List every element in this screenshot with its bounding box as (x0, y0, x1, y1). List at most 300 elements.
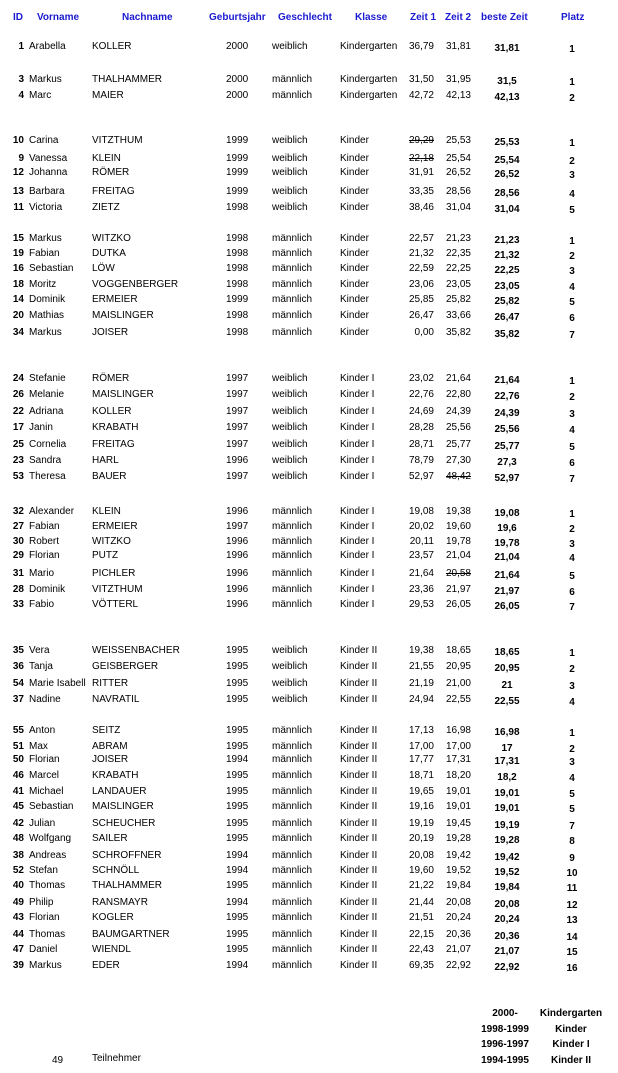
row-zeit1: 21,64 (408, 568, 434, 579)
row-platz: 10 (566, 868, 578, 879)
row-vorname: Max (29, 741, 48, 752)
row-id: 13 (12, 186, 24, 197)
row-id: 23 (12, 455, 24, 466)
row-id: 16 (12, 263, 24, 274)
row-beste-zeit: 31,5 (497, 76, 517, 87)
row-klasse: Kinder II (340, 801, 378, 812)
row-zeit2: 22,35 (445, 248, 471, 259)
row-platz: 5 (569, 297, 575, 308)
row-geburtsjahr: 1999 (226, 167, 249, 178)
row-id: 14 (12, 294, 24, 305)
row-platz: 4 (569, 553, 575, 564)
row-geburtsjahr: 1995 (226, 944, 249, 955)
row-id: 11 (13, 202, 24, 213)
table-row (0, 896, 618, 910)
row-vorname: Wolfgang (29, 833, 72, 844)
row-vorname: Fabian (29, 521, 60, 532)
row-zeit2: 25,54 (445, 153, 471, 164)
row-zeit2: 28,56 (445, 186, 471, 197)
row-id: 30 (12, 536, 24, 547)
row-beste-zeit: 22,92 (494, 962, 520, 973)
header-nachname: Nachname (122, 12, 173, 23)
row-platz: 1 (569, 376, 575, 387)
row-nachname: MAIER (92, 90, 124, 101)
row-beste-zeit: 19,01 (494, 788, 520, 799)
row-platz: 7 (569, 330, 575, 341)
row-geburtsjahr: 1995 (226, 833, 249, 844)
row-platz: 3 (569, 539, 575, 550)
row-geburtsjahr: 1995 (226, 786, 249, 797)
row-id: 20 (12, 310, 24, 321)
row-geburtsjahr: 1997 (226, 439, 249, 450)
row-beste-zeit: 19,28 (494, 835, 520, 846)
table-row (0, 817, 618, 831)
row-id: 17 (12, 422, 24, 433)
row-zeit2: 23,05 (445, 279, 471, 290)
header-zeit2: Zeit 2 (445, 12, 472, 23)
row-geschlecht: männlich (272, 741, 313, 752)
row-geburtsjahr: 1999 (226, 135, 249, 146)
row-geburtsjahr: 1998 (226, 279, 249, 290)
row-zeit2: 18,65 (445, 645, 471, 656)
table-row (0, 73, 618, 87)
row-klasse: Kinder (340, 263, 369, 274)
row-beste-zeit: 31,04 (494, 204, 520, 215)
row-nachname: WEISSENBACHER (92, 645, 180, 656)
row-geburtsjahr: 2000 (226, 74, 249, 85)
row-beste-zeit: 21,04 (494, 552, 520, 563)
row-geschlecht: männlich (272, 279, 313, 290)
row-klasse: Kinder (340, 153, 369, 164)
row-nachname: MAISLINGER (92, 389, 154, 400)
row-vorname: Dominik (29, 294, 66, 305)
row-geburtsjahr: 1998 (226, 327, 249, 338)
row-id: 36 (12, 661, 24, 672)
row-klasse: Kinder (340, 327, 369, 338)
row-zeit1: 78,79 (408, 455, 434, 466)
table-row (0, 505, 618, 519)
row-geschlecht: weiblich (272, 422, 308, 433)
row-beste-zeit: 21,23 (494, 235, 520, 246)
row-nachname: ERMEIER (92, 521, 138, 532)
row-zeit1: 21,32 (408, 248, 434, 259)
table-row (0, 724, 618, 738)
row-nachname: WITZKO (92, 536, 131, 547)
row-vorname: Tanja (29, 661, 53, 672)
row-klasse: Kinder I (340, 373, 375, 384)
row-beste-zeit: 42,13 (494, 92, 520, 103)
row-geburtsjahr: 1997 (226, 521, 249, 532)
row-nachname: FREITAG (92, 439, 135, 450)
row-vorname: Florian (29, 754, 60, 765)
row-geburtsjahr: 1994 (226, 850, 249, 861)
row-zeit1: 42,72 (408, 90, 434, 101)
row-klasse: Kinder I (340, 455, 375, 466)
row-id: 12 (12, 167, 24, 178)
row-klasse: Kinder II (340, 725, 378, 736)
row-platz: 11 (566, 883, 578, 894)
row-zeit1: 21,22 (408, 880, 434, 891)
table-row (0, 800, 618, 814)
table-row (0, 40, 618, 54)
row-nachname: VOGGENBERGER (92, 279, 179, 290)
row-vorname: Marie Isabell (29, 678, 86, 689)
row-platz: 6 (569, 587, 575, 598)
row-klasse: Kinder II (340, 865, 378, 876)
row-zeit2: 20,08 (445, 897, 471, 908)
row-vorname: Carina (29, 135, 59, 146)
row-zeit2: 19,60 (445, 521, 471, 532)
row-klasse: Kinder II (340, 929, 378, 940)
row-geschlecht: männlich (272, 944, 313, 955)
table-row (0, 309, 618, 323)
row-zeit2: 21,23 (445, 233, 471, 244)
row-vorname: Barbara (29, 186, 65, 197)
row-beste-zeit: 31,81 (494, 43, 520, 54)
table-row (0, 753, 618, 767)
row-geschlecht: männlich (272, 90, 313, 101)
row-vorname: Sebastian (29, 263, 74, 274)
row-vorname: Nadine (29, 694, 61, 705)
row-zeit1: 28,28 (408, 422, 434, 433)
row-klasse: Kinder II (340, 818, 378, 829)
table-row (0, 644, 618, 658)
row-id: 32 (12, 506, 24, 517)
row-zeit2: 19,01 (445, 801, 471, 812)
row-platz: 1 (569, 509, 575, 520)
row-beste-zeit: 21,64 (494, 570, 520, 581)
row-geburtsjahr: 1999 (226, 153, 249, 164)
row-id: 44 (12, 929, 24, 940)
row-nachname: GEISBERGER (92, 661, 159, 672)
row-vorname: Theresa (29, 471, 66, 482)
row-klasse: Kinder II (340, 944, 378, 955)
row-zeit2: 31,95 (445, 74, 471, 85)
row-geschlecht: weiblich (272, 694, 308, 705)
row-beste-zeit: 28,56 (494, 188, 520, 199)
row-platz: 4 (569, 189, 575, 200)
row-nachname: ZIETZ (92, 202, 120, 213)
row-zeit1: 28,71 (408, 439, 434, 450)
row-id: 3 (18, 74, 24, 85)
row-nachname: JOISER (92, 327, 129, 338)
table-row (0, 583, 618, 597)
header-id: ID (13, 12, 23, 23)
table-row (0, 677, 618, 691)
row-platz: 2 (569, 93, 575, 104)
row-geburtsjahr: 1995 (226, 801, 249, 812)
row-vorname: Markus (29, 233, 62, 244)
row-id: 34 (12, 327, 24, 338)
row-geburtsjahr: 1998 (226, 233, 249, 244)
row-id: 42 (12, 818, 24, 829)
row-vorname: Cornelia (29, 439, 67, 450)
table-row (0, 849, 618, 863)
row-klasse: Kindergarten (340, 90, 398, 101)
row-zeit2: 33,66 (445, 310, 471, 321)
row-id: 41 (12, 786, 24, 797)
row-id: 25 (12, 439, 24, 450)
row-id: 4 (18, 90, 24, 101)
row-platz: 8 (569, 836, 575, 847)
row-id: 52 (12, 865, 24, 876)
row-klasse: Kinder I (340, 422, 375, 433)
row-geschlecht: männlich (272, 801, 313, 812)
row-beste-zeit: 21 (501, 680, 513, 691)
row-geschlecht: männlich (272, 960, 313, 971)
row-nachname: ERMEIER (92, 294, 138, 305)
row-beste-zeit: 19,52 (494, 867, 520, 878)
row-geschlecht: männlich (272, 233, 313, 244)
row-zeit1: 26,47 (408, 310, 434, 321)
row-beste-zeit: 18,2 (497, 772, 517, 783)
row-vorname: Arabella (29, 41, 66, 52)
row-nachname: VITZTHUM (92, 135, 143, 146)
row-id: 28 (12, 584, 24, 595)
row-zeit2: 25,77 (445, 439, 471, 450)
row-geschlecht: männlich (272, 786, 313, 797)
table-row (0, 928, 618, 942)
row-vorname: Melanie (29, 389, 65, 400)
row-geburtsjahr: 1994 (226, 865, 249, 876)
row-platz: 5 (569, 571, 575, 582)
row-geschlecht: männlich (272, 818, 313, 829)
row-id: 22 (12, 406, 24, 417)
row-zeit2: 26,05 (445, 599, 471, 610)
row-zeit2: 19,42 (445, 850, 471, 861)
row-geburtsjahr: 1995 (226, 678, 249, 689)
row-nachname: PICHLER (92, 568, 136, 579)
legend-class: Kinder (555, 1024, 587, 1035)
row-vorname: Anton (29, 725, 56, 736)
row-klasse: Kinder (340, 167, 369, 178)
participant-count: 49 (52, 1055, 64, 1066)
row-klasse: Kinder I (340, 506, 375, 517)
row-vorname: Mathias (29, 310, 65, 321)
row-id: 39 (12, 960, 24, 971)
row-id: 53 (12, 471, 24, 482)
row-geburtsjahr: 1995 (226, 741, 249, 752)
row-vorname: Vera (29, 645, 50, 656)
row-vorname: Janin (29, 422, 53, 433)
row-beste-zeit: 21,64 (494, 375, 520, 386)
legend-years: 1994-1995 (481, 1055, 529, 1066)
row-geschlecht: männlich (272, 263, 313, 274)
row-geburtsjahr: 1996 (226, 584, 249, 595)
table-row (0, 549, 618, 563)
row-platz: 5 (569, 789, 575, 800)
row-zeit1: 17,00 (408, 741, 434, 752)
row-geschlecht: männlich (272, 310, 313, 321)
row-vorname: Victoria (29, 202, 63, 213)
row-zeit1: 25,85 (408, 294, 434, 305)
row-zeit2: 21,07 (445, 944, 471, 955)
row-geschlecht: männlich (272, 880, 313, 891)
row-geschlecht: männlich (272, 584, 313, 595)
row-zeit1: 24,94 (408, 694, 434, 705)
row-zeit1: 38,46 (408, 202, 434, 213)
row-zeit2: 19,01 (445, 786, 471, 797)
row-id: 40 (12, 880, 24, 891)
table-row (0, 535, 618, 549)
table-row (0, 421, 618, 435)
row-platz: 1 (569, 648, 575, 659)
row-vorname: Johanna (29, 167, 68, 178)
row-id: 9 (18, 153, 24, 164)
row-vorname: Julian (29, 818, 56, 829)
row-id: 49 (12, 897, 24, 908)
row-nachname: RANSMAYR (92, 897, 148, 908)
row-geschlecht: männlich (272, 770, 313, 781)
row-nachname: KLEIN (92, 153, 121, 164)
row-geschlecht: männlich (272, 833, 313, 844)
row-beste-zeit: 20,36 (494, 931, 520, 942)
row-klasse: Kinder II (340, 678, 378, 689)
row-zeit1: 22,15 (408, 929, 434, 940)
row-zeit1: 23,06 (408, 279, 434, 290)
row-beste-zeit: 19,84 (494, 882, 520, 893)
row-beste-zeit: 25,77 (494, 441, 520, 452)
row-vorname: Sebastian (29, 801, 74, 812)
row-beste-zeit: 21,07 (494, 946, 520, 957)
table-row (0, 166, 618, 180)
row-beste-zeit: 35,82 (494, 329, 520, 340)
row-geburtsjahr: 1998 (226, 202, 249, 213)
row-geschlecht: weiblich (272, 167, 308, 178)
row-beste-zeit: 26,47 (494, 312, 520, 323)
row-nachname: BAUMGARTNER (92, 929, 170, 940)
row-platz: 4 (569, 697, 575, 708)
row-klasse: Kinder (340, 202, 369, 213)
row-zeit1: 29,29 (408, 135, 434, 146)
table-row (0, 405, 618, 419)
row-platz: 1 (569, 138, 575, 149)
row-id: 27 (12, 521, 24, 532)
row-vorname: Marcel (29, 770, 60, 781)
row-geschlecht: weiblich (272, 455, 308, 466)
header-beste-zeit: beste Zeit (481, 12, 528, 23)
row-vorname: Florian (29, 550, 60, 561)
row-zeit1: 20,02 (408, 521, 434, 532)
row-nachname: NAVRATIL (92, 694, 140, 705)
row-zeit2: 21,97 (445, 584, 471, 595)
row-platz: 2 (569, 392, 575, 403)
row-vorname: Stefanie (29, 373, 66, 384)
row-beste-zeit: 22,76 (494, 391, 520, 402)
row-vorname: Markus (29, 327, 62, 338)
legend-years: 1998-1999 (481, 1024, 529, 1035)
row-zeit2: 22,92 (445, 960, 471, 971)
row-id: 50 (12, 754, 24, 765)
table-row (0, 89, 618, 103)
row-vorname: Alexander (29, 506, 75, 517)
row-id: 48 (12, 833, 24, 844)
row-zeit1: 21,51 (408, 912, 434, 923)
row-geschlecht: männlich (272, 754, 313, 765)
row-vorname: Markus (29, 74, 62, 85)
row-geschlecht: männlich (272, 506, 313, 517)
row-id: 15 (12, 233, 24, 244)
row-geschlecht: weiblich (272, 186, 308, 197)
row-geburtsjahr: 1996 (226, 536, 249, 547)
row-nachname: SCHEUCHER (92, 818, 156, 829)
row-klasse: Kinder (340, 248, 369, 259)
row-id: 55 (12, 725, 24, 736)
row-vorname: Moritz (29, 279, 57, 290)
row-geschlecht: männlich (272, 550, 313, 561)
row-beste-zeit: 25,53 (494, 137, 520, 148)
row-beste-zeit: 27,3 (497, 457, 517, 468)
row-nachname: JOISER (92, 754, 129, 765)
row-platz: 6 (569, 313, 575, 324)
table-row (0, 232, 618, 246)
row-nachname: HARL (92, 455, 119, 466)
row-vorname: Michael (29, 786, 64, 797)
row-beste-zeit: 20,24 (494, 914, 520, 925)
row-zeit1: 22,43 (408, 944, 434, 955)
row-zeit1: 23,36 (408, 584, 434, 595)
row-vorname: Thomas (29, 929, 66, 940)
table-row (0, 293, 618, 307)
row-nachname: WIENDL (92, 944, 131, 955)
row-platz: 5 (569, 804, 575, 815)
row-nachname: RÖMER (92, 373, 130, 384)
row-vorname: Robert (29, 536, 60, 547)
row-platz: 7 (569, 821, 575, 832)
row-vorname: Fabio (29, 599, 55, 610)
row-zeit1: 17,77 (408, 754, 434, 765)
row-geburtsjahr: 1995 (226, 818, 249, 829)
row-zeit2: 48,42 (445, 471, 471, 482)
row-beste-zeit: 19,42 (494, 852, 520, 863)
row-geschlecht: männlich (272, 248, 313, 259)
table-row (0, 864, 618, 878)
row-zeit1: 24,69 (408, 406, 434, 417)
row-zeit1: 23,57 (408, 550, 434, 561)
row-nachname: VITZTHUM (92, 584, 143, 595)
row-zeit1: 20,11 (409, 536, 434, 547)
row-vorname: Mario (29, 568, 55, 579)
legend-years: 2000- (492, 1008, 518, 1019)
row-nachname: DUTKA (92, 248, 126, 259)
row-zeit2: 19,84 (445, 880, 471, 891)
row-zeit1: 52,97 (408, 471, 434, 482)
row-geburtsjahr: 1994 (226, 897, 249, 908)
row-geburtsjahr: 1996 (226, 506, 249, 517)
row-platz: 6 (569, 458, 575, 469)
header-geburtsjahr: Geburtsjahr (209, 12, 266, 23)
table-row (0, 185, 618, 199)
row-klasse: Kindergarten (340, 74, 398, 85)
row-vorname: Vanessa (29, 153, 68, 164)
row-id: 51 (12, 741, 24, 752)
row-nachname: ABRAM (92, 741, 128, 752)
legend-class: Kinder II (550, 1055, 591, 1066)
row-zeit2: 22,55 (445, 694, 471, 705)
row-platz: 4 (569, 425, 575, 436)
row-nachname: LANDAUER (92, 786, 147, 797)
row-id: 38 (12, 850, 24, 861)
row-zeit2: 25,53 (445, 135, 471, 146)
table-row (0, 660, 618, 674)
row-id: 24 (12, 373, 24, 384)
row-geschlecht: männlich (272, 865, 313, 876)
row-geburtsjahr: 1996 (226, 568, 249, 579)
header-klasse: Klasse (355, 12, 388, 23)
row-klasse: Kinder (340, 294, 369, 305)
row-zeit1: 19,38 (408, 645, 434, 656)
row-geburtsjahr: 1999 (226, 186, 249, 197)
